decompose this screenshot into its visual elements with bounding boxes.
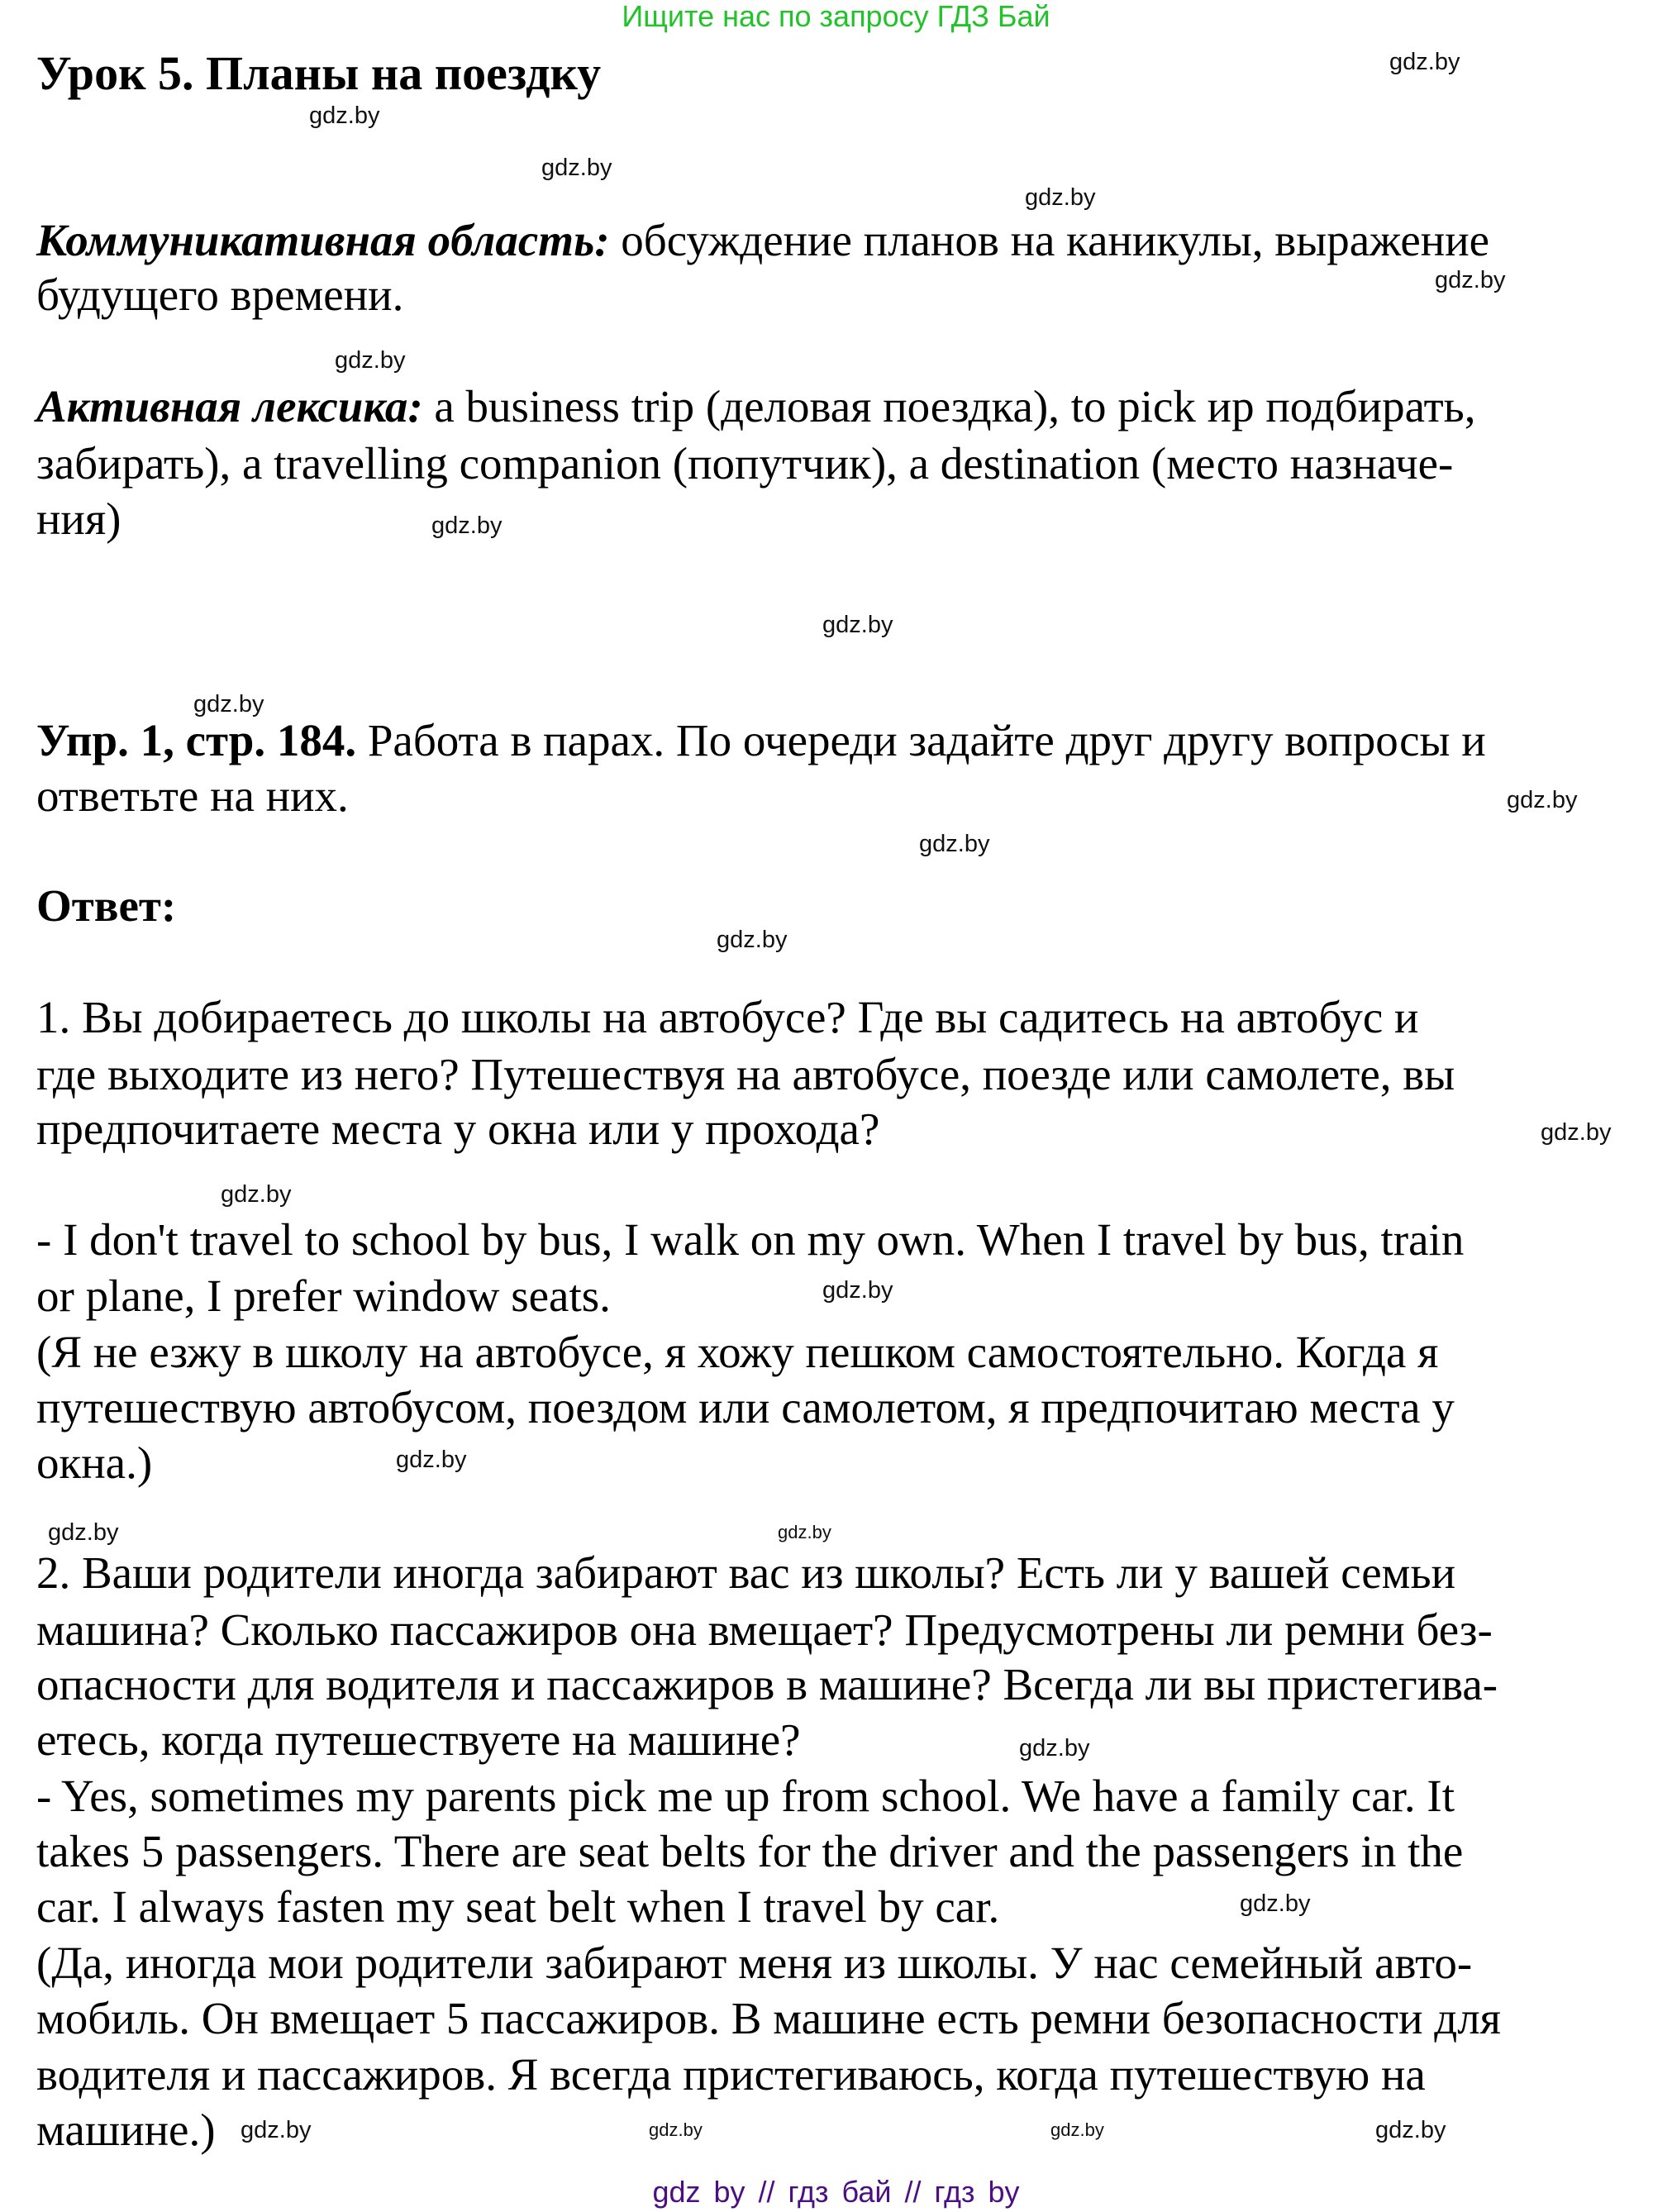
line-text: предпочитаете места у окна или у прохода? [36,1104,880,1154]
footer-links[interactable]: gdz by // гдз бай // гдз by [652,2175,1020,2209]
line-lead: Ответ: [36,880,177,931]
line-lead: Активная лексика: [36,381,423,431]
line-text: takes 5 passengers. There are seat belts for the driver and the passengers in the [36,1826,1464,1876]
line-text: мобиль. Он вмещает 5 пассажиров. В машине есть ремни безопасности для [36,1993,1501,2043]
text-line [36,1773,1455,1819]
line-text: опасности для водителя и пассажиров в машине? Всегда ли вы пристегива- [36,1659,1498,1709]
text-line [36,1881,1000,1932]
watermark: gdz.by [822,1277,893,1304]
watermark: gdz.by [1025,184,1096,211]
watermark: gdz.by [541,155,612,181]
watermark: gdz.by [649,2119,703,2140]
line-text: обсуждение планов на каникулы, выражение [609,215,1490,265]
line-text: забирать), a travelling companion (попутчик), a destination (место назначе- [36,438,1454,489]
watermark: gdz.by [1375,2117,1446,2143]
line-text: 2. Ваши родители иногда забирают вас из школы? Есть ли у вашей семьи [36,1547,1456,1598]
text-line [36,2049,1426,2100]
watermark: gdz.by [1435,267,1506,293]
text-line [36,1106,879,1152]
text-line [36,493,121,544]
text-line [36,381,1476,431]
text-line [36,1604,1493,1655]
line-text: car. I always fasten my seat belt when I travel by car. [36,1881,1000,1932]
watermark: gdz.by [1541,1119,1612,1146]
watermark: gdz.by [48,1519,119,1546]
line-lead: Упр. 1, стр. 184. [36,715,357,765]
text-line [36,1214,1465,1265]
watermark: gdz.by [1240,1890,1311,1917]
line-text: будущего времени. [36,269,404,320]
line-text: ния) [36,493,121,544]
line-text: Работа в парах. По очереди задайте друг другу вопросы и [356,715,1486,765]
text-line [36,1661,1498,1708]
text-line [36,1329,1438,1375]
watermark: gdz.by [193,691,264,717]
watermark: gdz.by [717,927,788,953]
text-line [36,438,1454,489]
text-line [36,994,1418,1041]
line-text: - Yes, sometimes my parents pick me up from school. We have a family car. It [36,1771,1455,1821]
text-line [36,1995,1501,2042]
text-line [36,770,349,821]
line-text: етесь, когда путешествуете на машине? [36,1714,801,1765]
line-text: (Я не езжу в школу на автобусе, я хожу пешком самостоятельно. Когда я [36,1327,1439,1377]
text-line [36,1714,801,1765]
watermark: gdz.by [221,1181,292,1208]
watermark: gdz.by [335,347,406,374]
text-line [36,2107,216,2153]
text-line [36,1270,611,1321]
line-text: окна.) [36,1437,153,1488]
line-text: путешествую автобусом, поездом или самолетом, я предпочитаю места у [36,1382,1455,1433]
text-line [36,1940,1472,1986]
text-line [36,1828,1463,1875]
line-text: a business trip (деловая поездка), to pick ир подбирать, [422,381,1476,431]
line-text: ответьте на них. [36,770,349,821]
watermark: gdz.by [1389,49,1460,75]
line-text: - I don't travel to school by bus, I walk on my own. When I travel by bus, train [36,1214,1465,1265]
line-text: or plane, I prefer window seats. [36,1270,611,1321]
text-line [36,880,177,931]
text-line [36,1437,153,1488]
line-text: 1. Вы добираетесь до школы на автобусе? Где вы садитесь на автобус и [36,992,1419,1042]
line-text: где выходите из него? Путешествуя на автобусе, поезде или самолете, вы [36,1049,1455,1099]
watermark: gdz.by [1019,1735,1090,1761]
promo-banner[interactable]: Ищите нас по запросу ГДЗ Бай [622,0,1050,33]
text-line [36,217,1489,264]
watermark: gdz.by [396,1447,467,1473]
watermark: gdz.by [822,612,893,638]
text-line [36,1382,1455,1433]
line-text: машине.) [36,2105,216,2155]
text-line [36,1547,1456,1598]
page-title: Урок 5. Планы на поездку [36,46,602,100]
line-text: водителя и пассажиров. Я всегда пристегиваюсь, когда путешествую на [36,2049,1426,2100]
line-text: (Да, иногда мои родители забирают меня из школы. У нас семейный авто- [36,1938,1473,1988]
line-lead: Коммуникативная область: [36,215,610,265]
watermark: gdz.by [1050,2119,1104,2140]
text-line [36,269,404,320]
watermark: gdz.by [309,102,380,129]
watermark: gdz.by [778,1522,831,1542]
line-text: машина? Сколько пассажиров она вмещает? Предусмотрены ли ремни без- [36,1604,1493,1655]
watermark: gdz.by [241,2117,312,2143]
text-line [36,1051,1455,1098]
watermark: gdz.by [919,831,990,857]
watermark: gdz.by [431,512,503,539]
text-line [36,717,1486,764]
watermark: gdz.by [1507,787,1578,813]
